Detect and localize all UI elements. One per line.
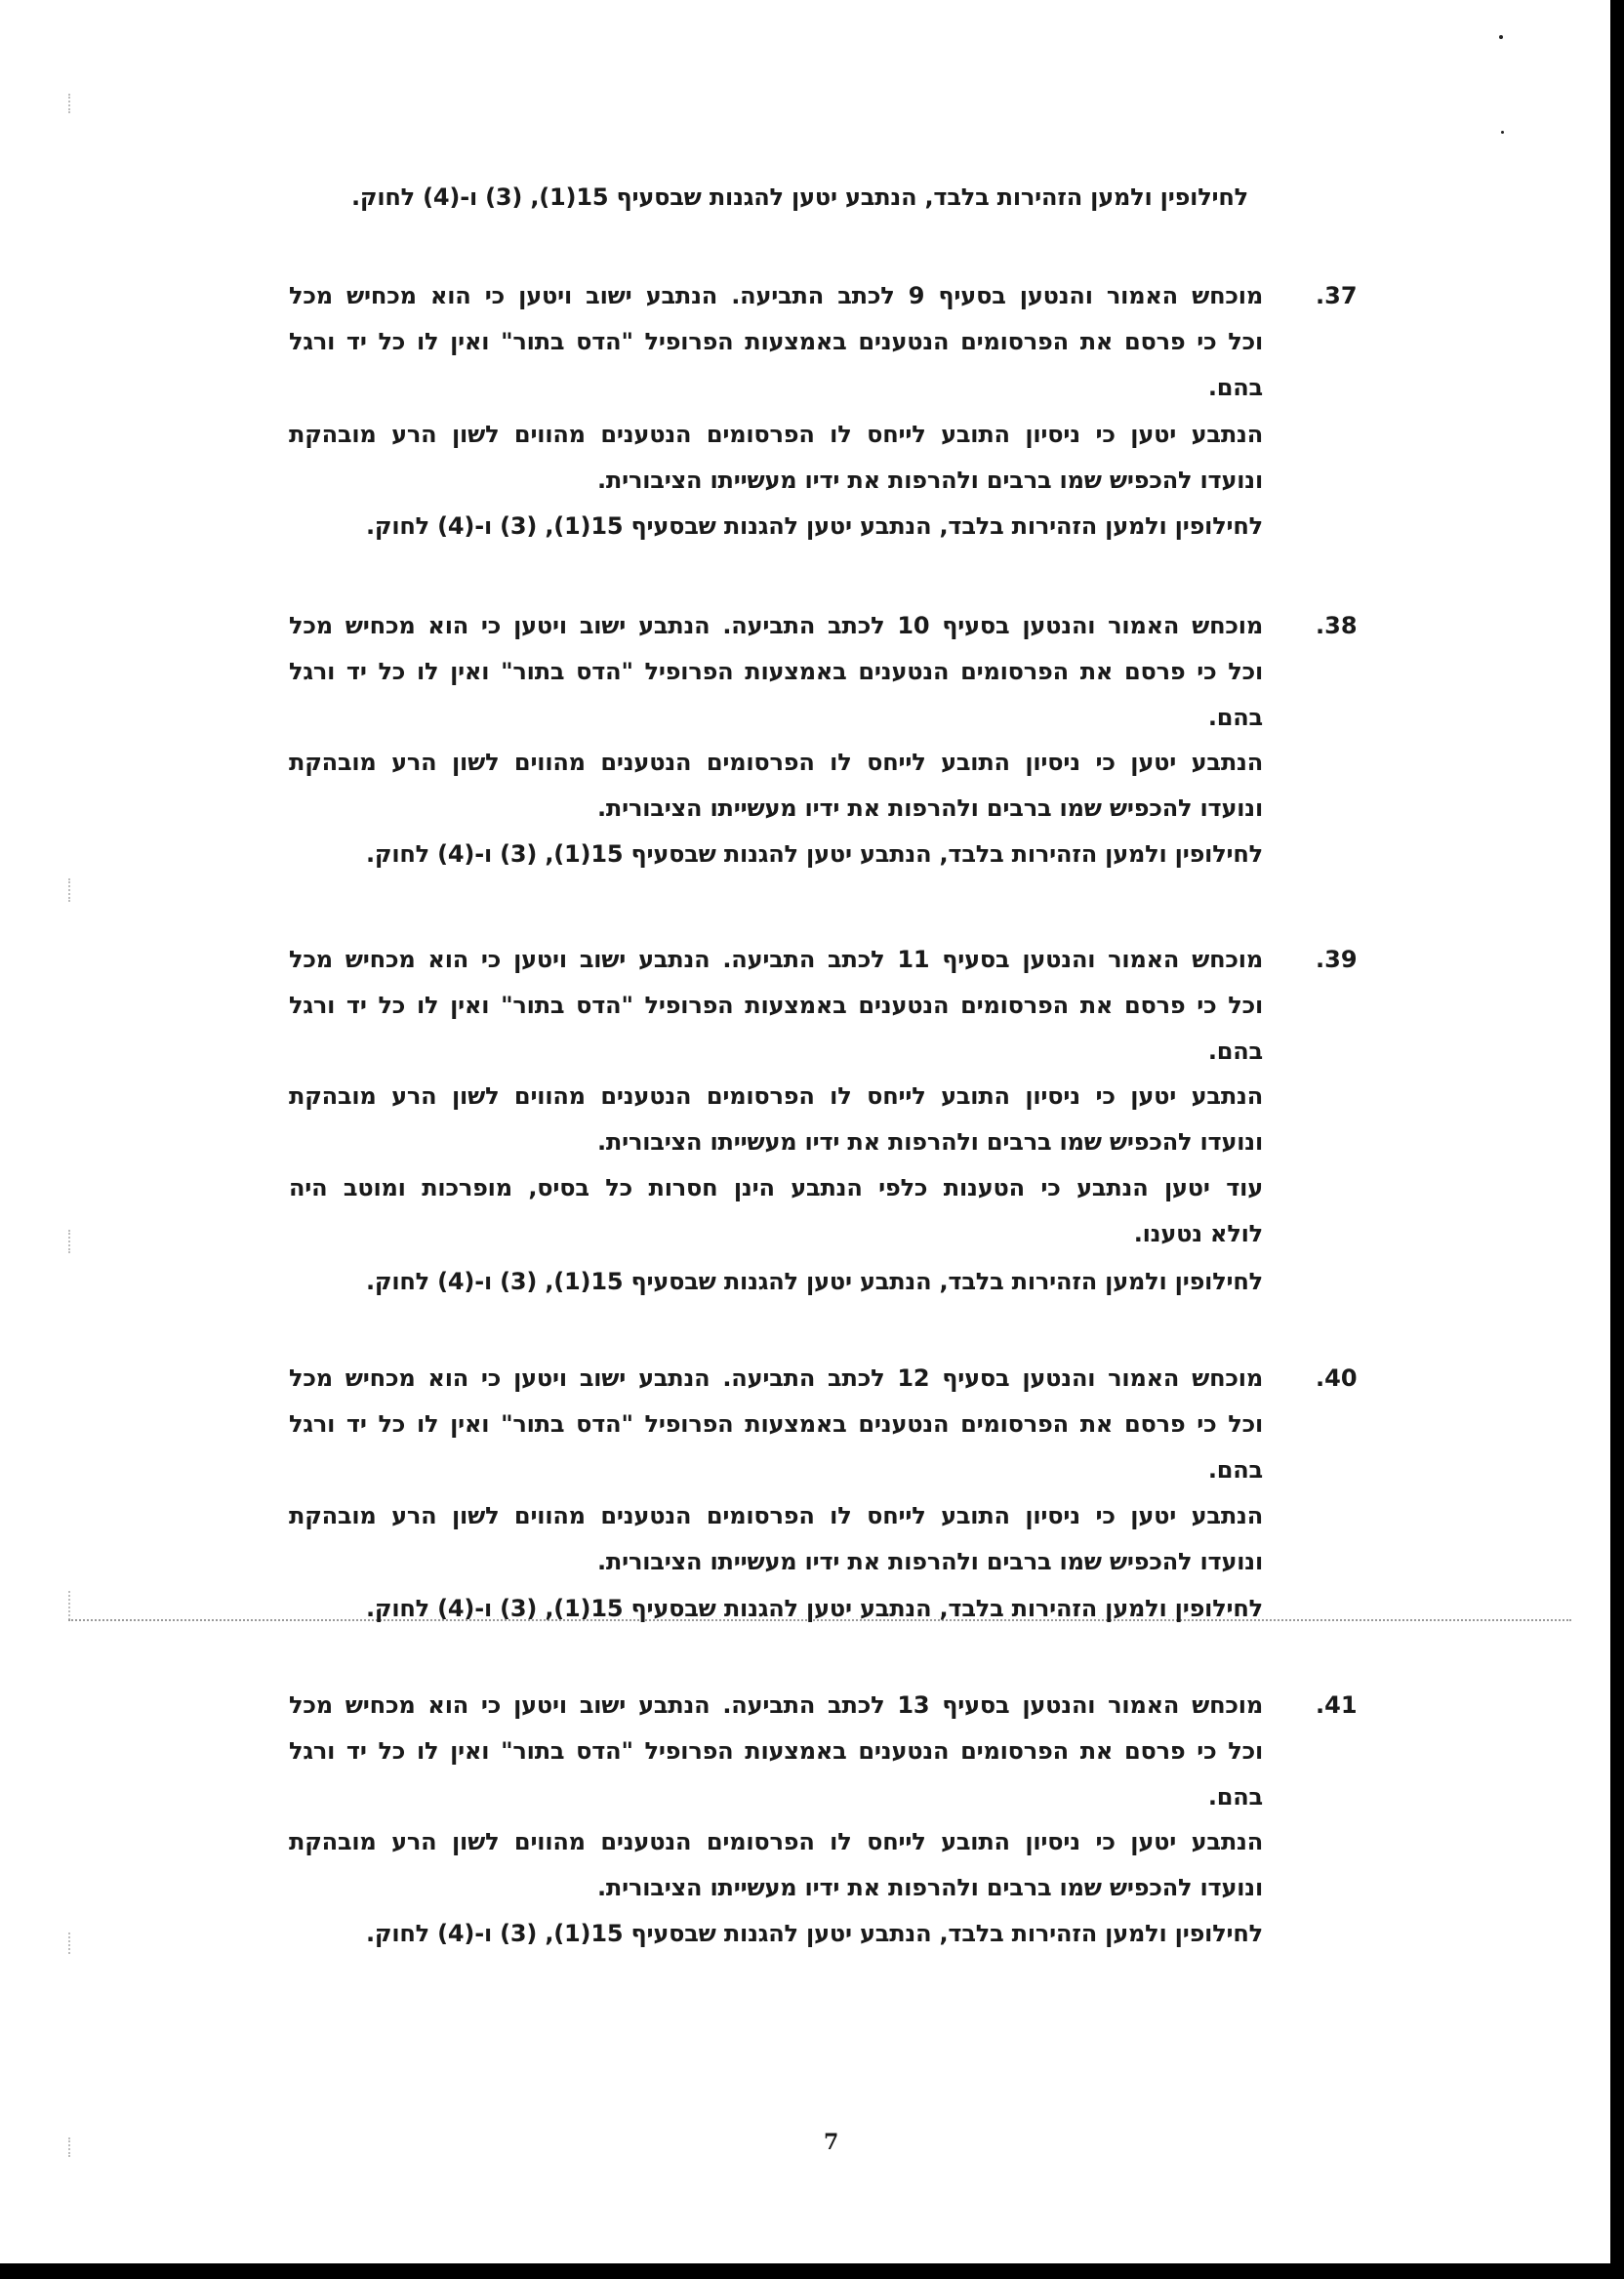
margin-mark [68,1591,70,1620]
paragraph-line: הנתבע יטען כי ניסיון התובע לייחס לו הפרסומים הנטענים מהווים לשון הרע מובהקת [289,1082,1263,1110]
margin-mark [68,1933,70,1954]
paragraph-line: לחילופין ולמען הזהירות בלבד, הנתבע יטען להגנות שבסעיף 15(1), (3) ו-(4) לחוק. [365,840,1263,868]
paragraph-line: מוכחש האמור והנטען בסעיף 13 לכתב התביעה. הנתבע ישוב ויטען כי הוא מכחיש מכל [289,1691,1263,1719]
paragraph-line: מוכחש האמור והנטען בסעיף 12 לכתב התביעה. הנתבע ישוב ויטען כי הוא מכחיש מכל [289,1364,1263,1392]
paragraph-line: וכל כי פרסם את הפרסומים הנטענים באמצעות הפרופיל "הדס בתור" ואין לו כל יד ורגל [289,992,1263,1019]
paragraph-line: בהם. [1207,1783,1263,1811]
margin-mark [68,94,70,113]
paragraph-line: בהם. [1207,1456,1263,1484]
paragraph-line: הנתבע יטען כי ניסיון התובע לייחס לו הפרסומים הנטענים מהווים לשון הרע מובהקת [289,1828,1263,1855]
paragraph-line: בהם. [1207,374,1263,401]
paragraph-line: וכל כי פרסם את הפרסומים הנטענים באמצעות הפרופיל "הדס בתור" ואין לו כל יד ורגל [289,658,1263,685]
paragraph-number: .41 [1316,1691,1358,1719]
paragraph-line: ונועדו להכפיש שמו ברבים ולהרפות את ידיו מעשייתו הציבורית. [597,794,1263,822]
paragraph-line: לחילופין ולמען הזהירות בלבד, הנתבע יטען להגנות שבסעיף 15(1), (3) ו-(4) לחוק. [365,512,1263,540]
paragraph-line: וכל כי פרסם את הפרסומים הנטענים באמצעות הפרופיל "הדס בתור" ואין לו כל יד ורגל [289,1410,1263,1438]
paragraph-line: הנתבע יטען כי ניסיון התובע לייחס לו הפרסומים הנטענים מהווים לשון הרע מובהקת [289,749,1263,776]
paragraph-line: לחילופין ולמען הזהירות בלבד, הנתבע יטען להגנות שבסעיף 15(1), (3) ו-(4) לחוק. [365,1268,1263,1295]
scan-border-bottom [0,2263,1624,2279]
paragraph-line: לולא נטענו. [1133,1220,1263,1247]
paragraph-line: מוכחש האמור והנטען בסעיף 10 לכתב התביעה. הנתבע ישוב ויטען כי הוא מכחיש מכל [289,612,1263,639]
paragraph-number: .39 [1316,946,1358,973]
scan-speck [1499,35,1503,39]
paragraph-number: .38 [1316,612,1358,639]
paragraph-line: בהם. [1207,1038,1263,1065]
margin-mark [68,1230,70,1253]
page-number: 7 [824,2130,839,2155]
paragraph-line: ונועדו להכפיש שמו ברבים ולהרפות את ידיו מעשייתו הציבורית. [597,1128,1263,1156]
paragraph-line: מוכחש האמור והנטען בסעיף 9 לכתב התביעה. הנתבע ישוב ויטען כי הוא מכחיש מכל [289,282,1263,309]
paragraph-line: ונועדו להכפיש שמו ברבים ולהרפות את ידיו מעשייתו הציבורית. [597,1874,1263,1901]
paragraph-line: עוד יטען הנתבע כי הטענות כלפי הנתבע הינן חסרות כל בסיס, מופרכות ומוטב היה [289,1174,1263,1201]
paragraph-line: מוכחש האמור והנטען בסעיף 11 לכתב התביעה. הנתבע ישוב ויטען כי הוא מכחיש מכל [289,946,1263,973]
paragraph-line: ונועדו להכפיש שמו ברבים ולהרפות את ידיו מעשייתו הציבורית. [597,1548,1263,1575]
paragraph-line: וכל כי פרסם את הפרסומים הנטענים באמצעות הפרופיל "הדס בתור" ואין לו כל יד ורגל [289,328,1263,355]
paragraph-line: וכל כי פרסם את הפרסומים הנטענים באמצעות הפרופיל "הדס בתור" ואין לו כל יד ורגל [289,1737,1263,1765]
margin-mark [68,878,70,902]
intro-line: לחילופין ולמען הזהירות בלבד, הנתבע יטען להגנות שבסעיף 15(1), (3) ו-(4) לחוק. [350,183,1248,211]
paragraph-line: הנתבע יטען כי ניסיון התובע לייחס לו הפרסומים הנטענים מהווים לשון הרע מובהקת [289,421,1263,448]
paragraph-line: בהם. [1207,704,1263,731]
scan-speck [1501,131,1504,134]
margin-mark [68,2137,70,2157]
paragraph-line: ונועדו להכפיש שמו ברבים ולהרפות את ידיו מעשייתו הציבורית. [597,467,1263,494]
paragraph-line: לחילופין ולמען הזהירות בלבד, הנתבע יטען להגנות שבסעיף 15(1), (3) ו-(4) לחוק. [365,1595,1263,1622]
paragraph-number: .40 [1316,1364,1358,1392]
paragraph-line: לחילופין ולמען הזהירות בלבד, הנתבע יטען להגנות שבסעיף 15(1), (3) ו-(4) לחוק. [365,1920,1263,1947]
scan-border-right [1610,0,1624,2279]
paragraph-number: .37 [1316,282,1358,309]
paragraph-line: הנתבע יטען כי ניסיון התובע לייחס לו הפרסומים הנטענים מהווים לשון הרע מובהקת [289,1502,1263,1529]
